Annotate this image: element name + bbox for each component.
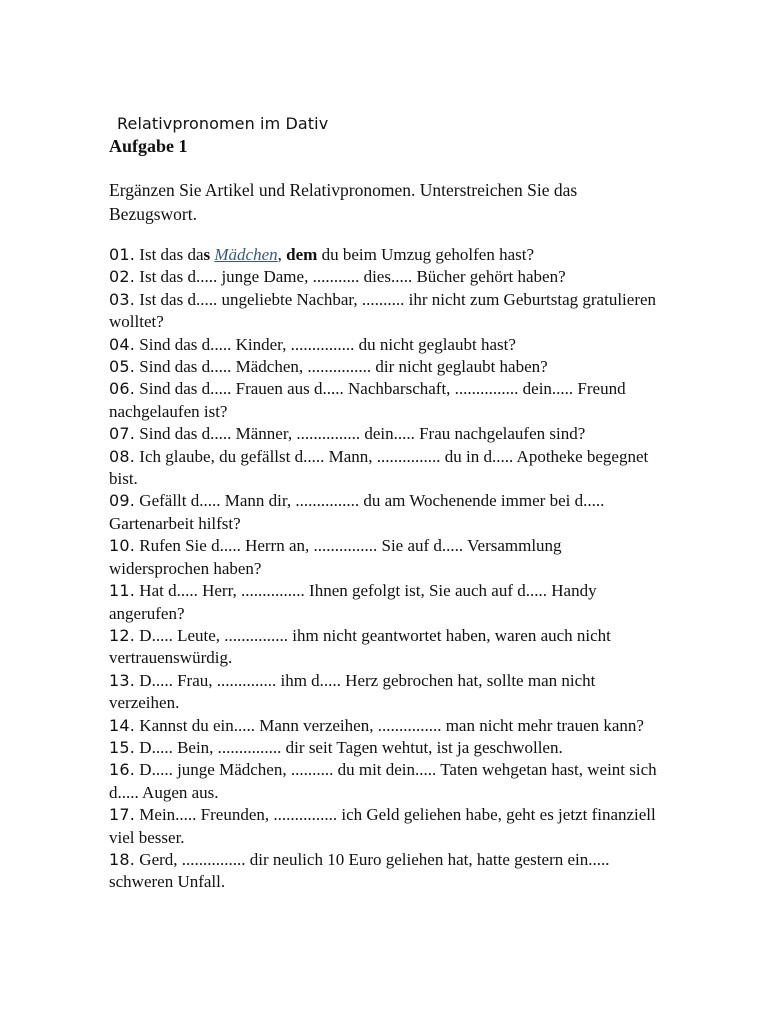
document-title: Relativpronomen im Dativ [117,114,329,133]
exercise-item [109,625,659,670]
item-number: 12. [109,625,136,645]
item-number: 15. [109,737,136,757]
item-text: Gerd, ............... dir neulich 10 Euro geliehen hat, hatte gestern ein..... schweren Unfall. [109,849,610,892]
exercise-item [109,289,659,334]
instructions-text: Ergänzen Sie Artikel und Relativpronomen. Unterstreichen Sie das Bezugswort. [109,180,578,224]
exercise-list [109,244,659,894]
item-text: Sind das d..... Männer, ............... dein..... Frau nachgelaufen sind? [135,424,586,444]
item-number: 09. [109,491,136,511]
item-number: 02. [109,267,136,287]
task-heading: Aufgabe 1 [109,136,188,156]
item-number: 06. [109,379,136,399]
exercise-item [109,334,659,356]
exercise-item [109,737,659,759]
exercise-item [109,849,659,894]
item-text: D..... Bein, ............... dir seit Tagen wehtut, ist ja geschwollen. [135,737,563,757]
exercise-item [109,356,659,378]
exercise-item [109,670,659,715]
item-text: Rufen Sie d..... Herrn an, ............... Sie auf d..... Versammlung widersprochen haben? [109,536,562,578]
item-number: 10. [109,536,136,556]
example-text-before: Ist das da [135,245,204,264]
item-number: 14. [109,715,136,735]
item-text: D..... Frau, .............. ihm d..... Herz gebrochen hat, sollte man nicht verzeihen. [109,670,596,713]
exercise-item [109,423,659,445]
example-bold-s: s [203,245,211,264]
item-text: D..... junge Mädchen, .......... du mit dein..... Taten wehgetan hast, weint sich d..... Augen aus. [109,760,657,802]
exercise-item [109,378,659,423]
example-bezugswort: Mädchen [214,245,278,264]
exercise-item [109,715,659,737]
item-text: Kannst du ein..... Mann verzeihen, ............... man nicht mehr trauen kann? [135,715,644,735]
item-text: Ist das d..... junge Dame, ........... dies..... Bücher gehört haben? [135,267,566,287]
exercise-item [109,535,659,580]
item-number: 11. [109,581,136,601]
item-text: D..... Leute, ............... ihm nicht geantwortet haben, waren auch nicht vertrauenswürdig. [109,625,611,668]
example-text-after: du beim Umzug geholfen hast? [317,245,535,264]
exercise-item [109,266,659,288]
item-number: 05. [109,357,136,377]
exercise-item [109,759,659,804]
example-relativpronomen: dem [286,245,318,264]
item-text: Gefällt d..... Mann dir, ............... du am Wochenende immer bei d..... Gartenarbeit hilfst? [109,491,605,533]
item-text: Sind das d..... Mädchen, ............... dir nicht geglaubt haben? [135,357,548,377]
item-number: 18. [109,849,136,869]
item-number: 03. [109,289,136,309]
exercise-item [109,490,659,535]
item-number: 17. [109,805,136,825]
exercise-item [109,580,659,625]
item-number: 08. [109,446,136,466]
item-number: 01. [109,245,136,264]
item-text: Mein..... Freunden, ............... ich Geld geliehen habe, geht es jetzt finanziell viel besser. [109,805,656,847]
item-text: Hat d..... Herr, ............... Ihnen gefolgt ist, Sie auch auf d..... Handy angerufen? [109,581,597,623]
item-text: Sind das d..... Frauen aus d..... Nachbarschaft, ............... dein..... Freund nachgelaufen ist? [109,379,626,421]
item-number: 16. [109,760,136,780]
item-number: 07. [109,424,136,444]
item-text: Sind das d..... Kinder, ............... du nicht geglaubt hast? [135,334,516,354]
item-text: Ich glaube, du gefällst d..... Mann, ............... du in d..... Apotheke begegnet bist. [109,446,649,489]
item-number: 04. [109,334,136,354]
exercise-item [109,446,659,491]
item-text: Ist das d..... ungeliebte Nachbar, .......... ihr nicht zum Geburtstag gratulieren wolltet? [109,289,657,332]
example-comma: , [277,245,287,264]
exercise-item-example [109,244,659,266]
item-number: 13. [109,670,136,690]
exercise-item [109,804,659,849]
